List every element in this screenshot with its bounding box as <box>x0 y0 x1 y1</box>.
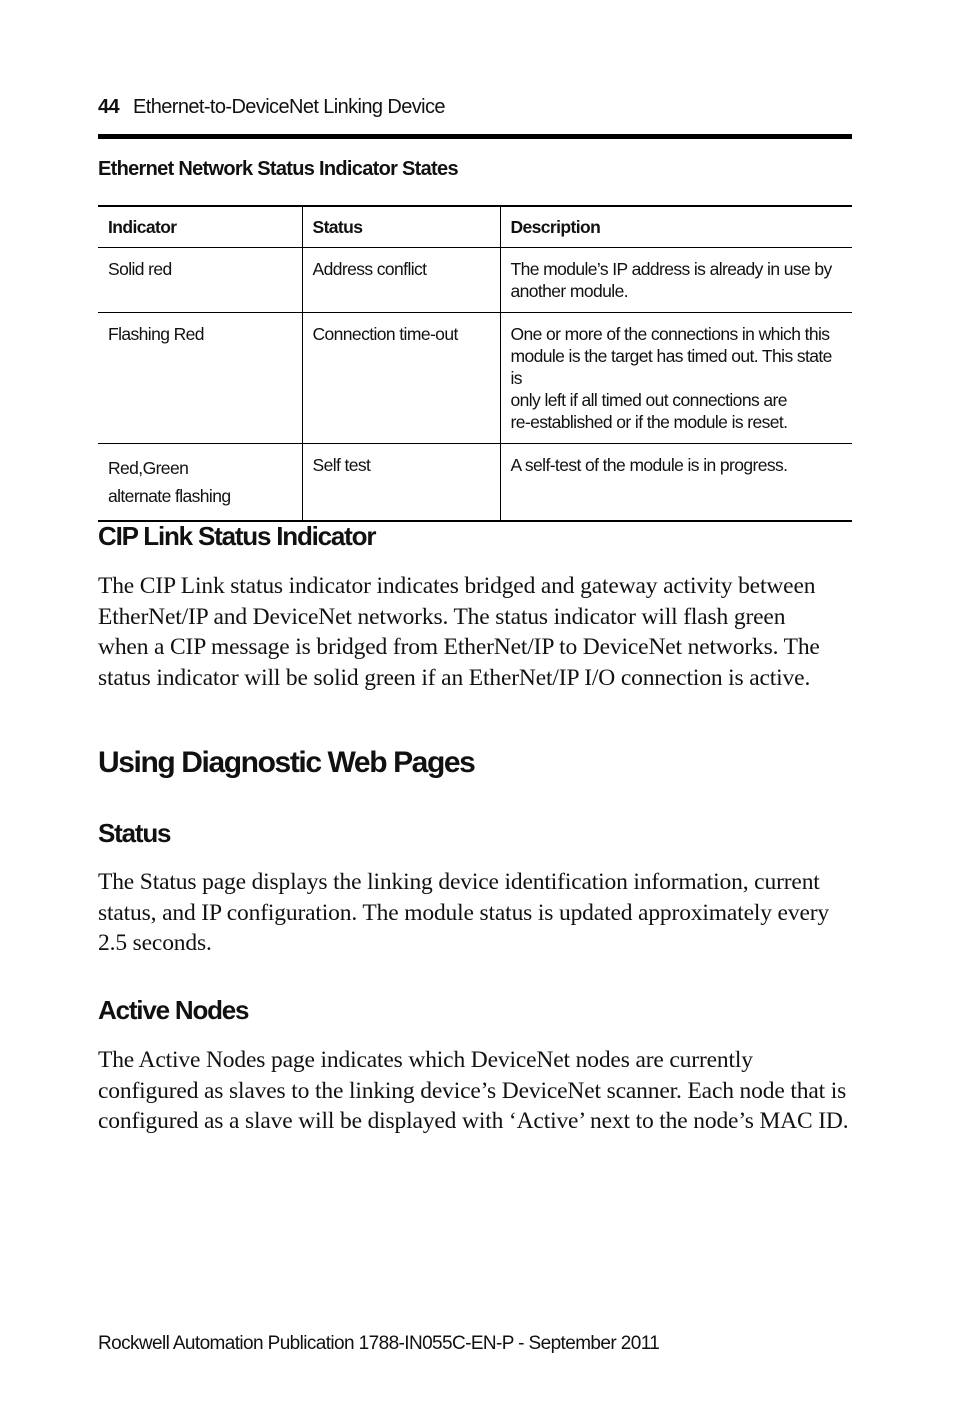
paragraph-line: when a CIP message is bridged from EtherNet/IP to DeviceNet networks. The <box>98 634 820 661</box>
header-rule <box>98 134 852 139</box>
description-line: another module. <box>510 281 628 301</box>
status-cell: Connection time-out <box>302 313 500 444</box>
status-heading: Status <box>98 818 171 848</box>
paragraph-line: The CIP Link status indicator indicates bridged and gateway activity between <box>98 573 816 599</box>
running-header <box>98 96 445 119</box>
description-cell <box>500 248 852 313</box>
paragraph-line: EtherNet/IP and DeviceNet networks. The status indicator will flash green <box>98 603 786 630</box>
active-nodes-heading: Active Nodes <box>98 995 249 1025</box>
indicator-line: Red,Green <box>108 458 189 478</box>
indicator-cell: Flashing Red <box>98 313 302 444</box>
indicator-cell <box>98 444 302 522</box>
paragraph-line: status indicator will be solid green if an EtherNet/IP I/O connection is active. <box>98 665 811 692</box>
column-header-indicator: Indicator <box>98 206 302 248</box>
paragraph-line: status, and IP configuration. The module status is updated approximately every <box>98 899 829 926</box>
description-cell <box>500 444 852 522</box>
description-line: The module’s IP address is already in use by <box>510 259 832 279</box>
status-paragraph <box>98 867 858 959</box>
active-nodes-paragraph <box>98 1045 858 1137</box>
column-header-status: Status <box>302 206 500 248</box>
cip-link-heading: CIP Link Status Indicator <box>98 521 376 551</box>
description-line: A self-test of the module is in progress. <box>510 455 788 475</box>
status-indicator-table <box>98 205 852 522</box>
page-number: 44 <box>98 96 120 118</box>
paragraph-line: 2.5 seconds. <box>98 930 212 957</box>
document-title: Ethernet-to-DeviceNet Linking Device <box>133 96 445 118</box>
status-cell: Self test <box>302 444 500 522</box>
description-line: One or more of the connections in which this <box>510 324 830 344</box>
table-row <box>98 248 852 313</box>
table-header-row <box>98 206 852 248</box>
indicator-cell: Solid red <box>98 248 302 313</box>
description-line: module is the target has timed out. This state is <box>510 346 832 388</box>
paragraph-line: The Active Nodes page indicates which DeviceNet nodes are currently <box>98 1047 753 1073</box>
description-cell <box>500 313 852 444</box>
diagnostic-web-pages-heading: Using Diagnostic Web Pages <box>98 746 475 779</box>
column-header-description: Description <box>500 206 852 248</box>
description-line: re-established or if the module is reset. <box>510 412 788 432</box>
status-cell: Address conflict <box>302 248 500 313</box>
table-caption: Ethernet Network Status Indicator States <box>98 158 458 180</box>
paragraph-line: configured as slaves to the linking device’s DeviceNet scanner. Each node that is <box>98 1077 847 1104</box>
description-line: only left if all timed out connections are <box>510 390 787 410</box>
indicator-line: alternate flashing <box>108 486 231 506</box>
paragraph-line: The Status page displays the linking device identification information, current <box>98 869 820 895</box>
table-row <box>98 313 852 444</box>
paragraph-line: configured as a slave will be displayed with ‘Active’ next to the node’s MAC ID. <box>98 1108 849 1135</box>
cip-link-paragraph <box>98 571 858 694</box>
table-row <box>98 444 852 522</box>
page-footer: Rockwell Automation Publication 1788-IN055C-EN-P - September 2011 <box>98 1333 660 1354</box>
